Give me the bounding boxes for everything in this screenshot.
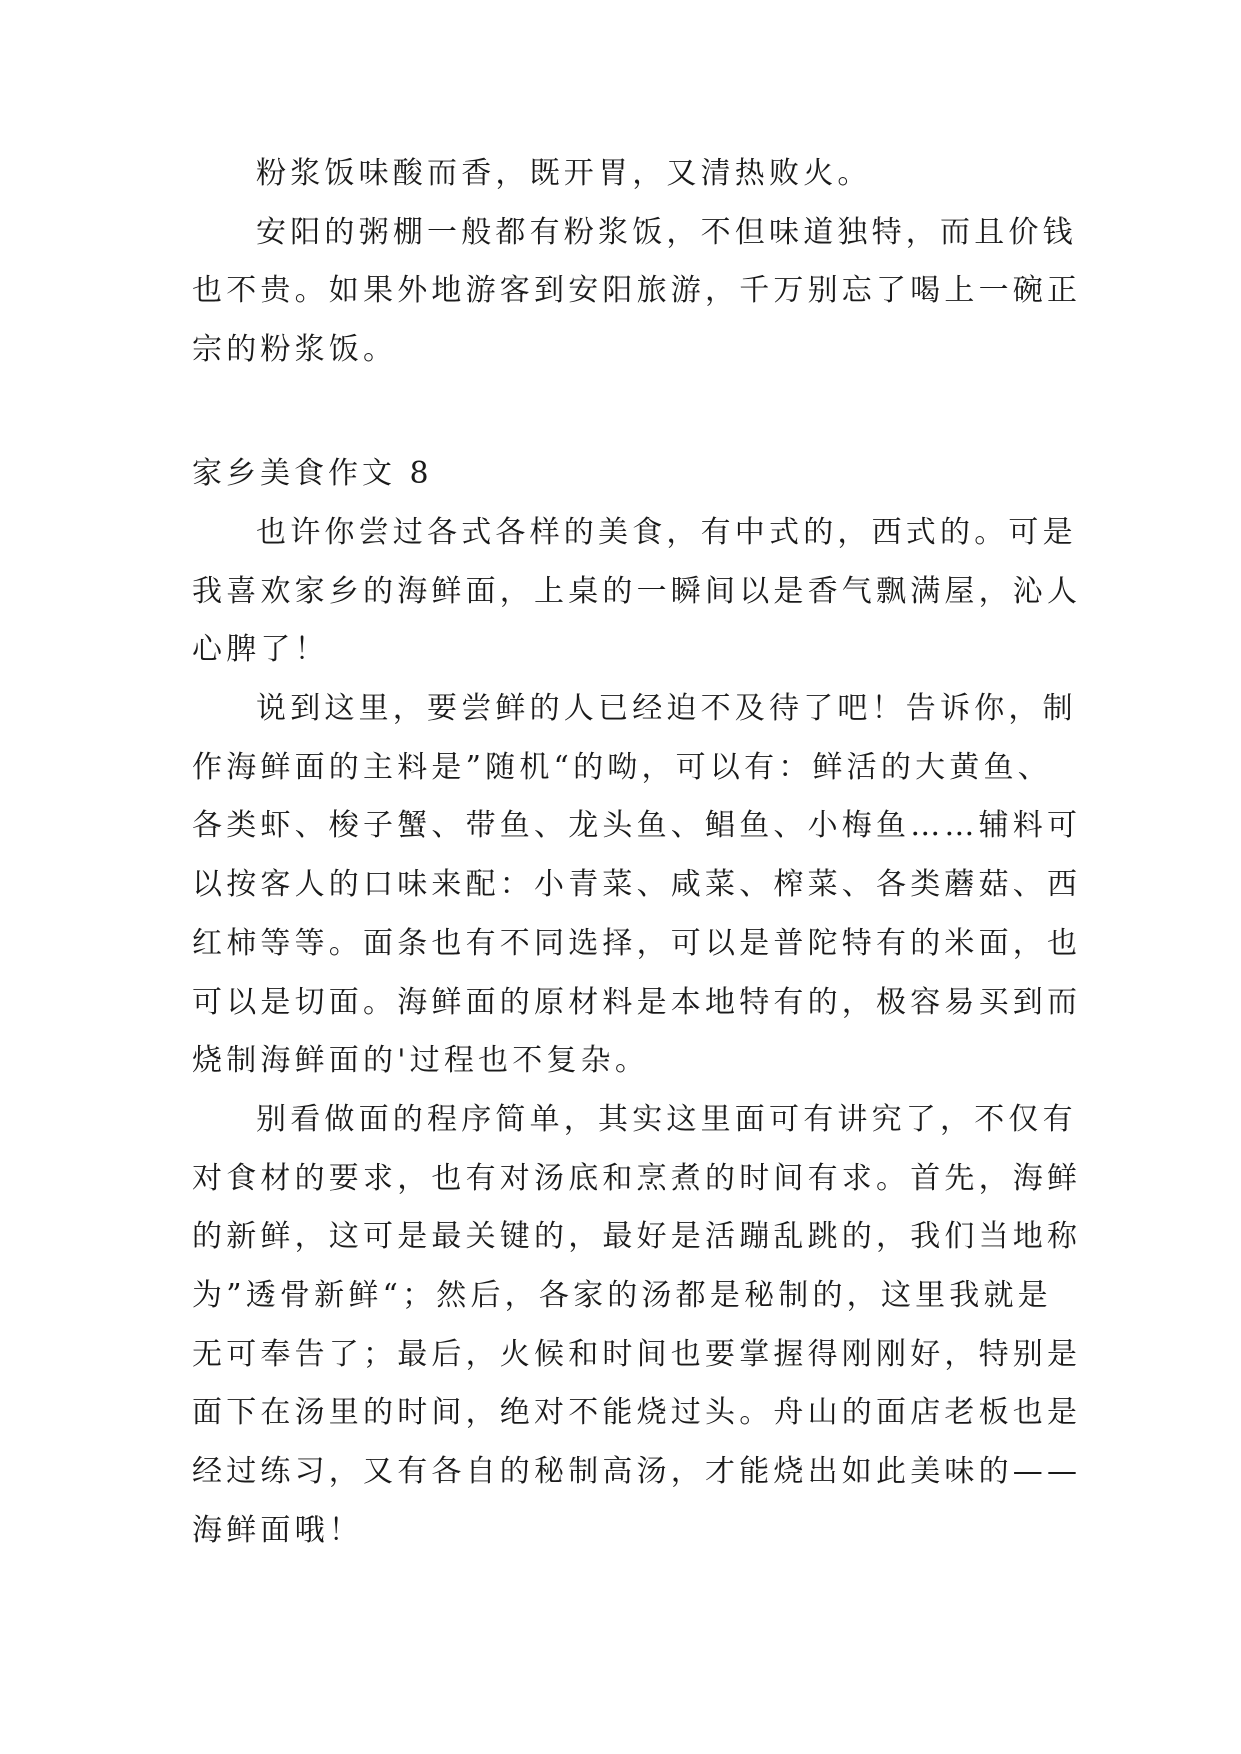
paragraph-line: 我喜欢家乡的海鲜面，上桌的一瞬间以是香气飘满屋，沁人 [192, 574, 1082, 609]
paragraph-line: 作海鲜面的主料是”随机“的呦，可以有：鲜活的大黄鱼、 [192, 750, 1052, 785]
paragraph-line: 以按客人的口味来配：小青菜、咸菜、榨菜、各类蘑菇、西 [192, 867, 1082, 902]
paragraph-line: 心脾了！ [192, 632, 329, 667]
paragraph-line: 对食材的要求，也有对汤底和烹煮的时间有求。首先，海鲜 [192, 1161, 1082, 1196]
paragraph-line: 的新鲜，这可是最关键的，最好是活蹦乱跳的，我们当地称 [192, 1219, 1082, 1254]
paragraph-line: 可以是切面。海鲜面的原材料是本地特有的，极容易买到而 [192, 985, 1082, 1020]
paragraph-line: 无可奉告了；最后，火候和时间也要掌握得刚刚好，特别是 [192, 1337, 1082, 1372]
paragraph-line: 红柿等等。面条也有不同选择，可以是普陀特有的米面，也 [192, 926, 1082, 961]
paragraph-line: 为”透骨新鲜“；然后，各家的汤都是秘制的，这里我就是 [192, 1278, 1052, 1313]
paragraph-line: 也不贵。如果外地游客到安阳旅游，千万别忘了喝上一碗正 [192, 273, 1082, 308]
paragraph-line: 经过练习，又有各自的秘制高汤，才能烧出如此美味的—— [192, 1454, 1082, 1489]
paragraph-line: 面下在汤里的时间，绝对不能烧过头。舟山的面店老板也是 [192, 1395, 1082, 1430]
paragraph-line: 说到这里，要尝鲜的人已经迫不及待了吧！告诉你，制 [256, 691, 1077, 726]
paragraph-line: 安阳的粥棚一般都有粉浆饭，不但味道独特，而且价钱 [256, 215, 1077, 250]
paragraph-line: 别看做面的程序简单，其实这里面可有讲究了，不仅有 [256, 1102, 1077, 1137]
paragraph-line: 粉浆饭味酸而香，既开胃，又清热败火。 [256, 156, 872, 191]
paragraph-line: 宗的粉浆饭。 [192, 332, 398, 367]
paragraph-line: 也许你尝过各式各样的美食，有中式的，西式的。可是 [256, 515, 1077, 550]
paragraph-line: 烧制海鲜面的'过程也不复杂。 [192, 1043, 650, 1078]
paragraph-line: 各类虾、梭子蟹、带鱼、龙头鱼、鲳鱼、小梅鱼……辅料可 [192, 808, 1082, 843]
paragraph-line: 海鲜面哦！ [192, 1513, 363, 1548]
section-heading: 家乡美食作文 8 [192, 456, 433, 491]
